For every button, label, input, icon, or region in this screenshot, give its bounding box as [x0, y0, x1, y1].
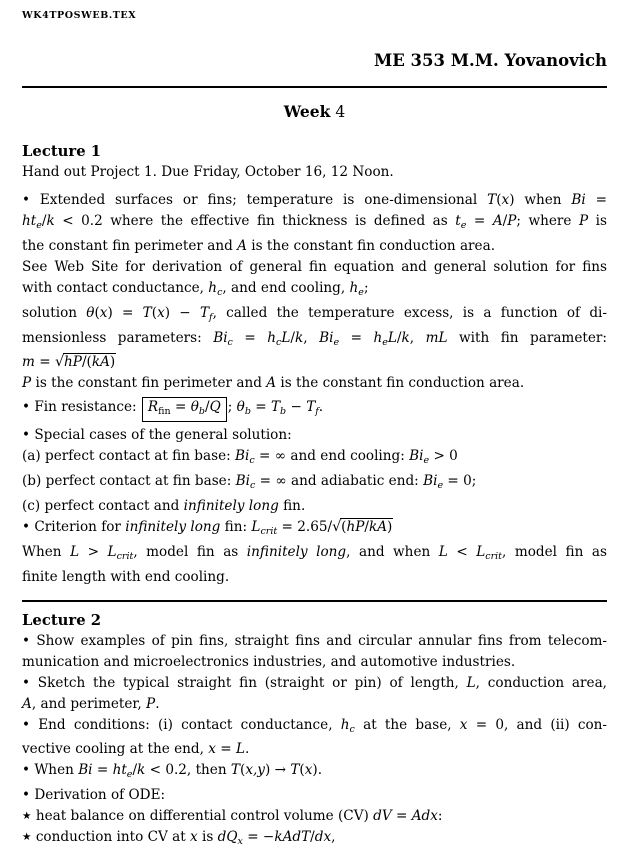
text-segment: , called the temperature excess, is a function of di-	[212, 304, 607, 321]
text-segment: P	[507, 213, 517, 229]
text-segment: Hand out Project 1. Due Friday, October 16, 12 Noon.	[22, 164, 394, 180]
radical-sign: √	[54, 354, 65, 371]
text-line	[22, 673, 607, 694]
text-segment: /	[204, 399, 210, 416]
text-segment: t	[455, 213, 461, 229]
text-line	[22, 631, 607, 652]
text-segment: T	[230, 762, 240, 779]
text-segment: =	[232, 329, 268, 346]
text-segment: = −	[242, 829, 275, 846]
text-segment: infinitely long	[183, 497, 279, 514]
text-line	[22, 652, 607, 673]
text-segment: < 0.2 where the effective fin thickness is defined as	[54, 213, 456, 229]
text-segment: Bi	[235, 448, 250, 465]
text-segment: =	[92, 762, 113, 779]
text-segment: is	[197, 829, 218, 846]
text-segment: k	[46, 213, 55, 229]
text-segment: conduction into CV at	[31, 829, 191, 846]
text-segment: (a) perfect contact at fin base:	[22, 448, 236, 465]
section-heading: Lecture 1	[22, 143, 102, 160]
boxed-formula	[142, 397, 227, 422]
text-segment: • Derivation of ODE:	[22, 787, 166, 804]
text-segment: L	[235, 741, 246, 758]
text-segment: =	[34, 354, 55, 371]
text-line	[22, 328, 607, 353]
text-segment: (	[299, 762, 305, 779]
text-segment: e	[36, 219, 42, 231]
text-segment: fin:	[220, 518, 252, 535]
text-segment: = 0, and (ii) con-	[467, 716, 607, 733]
text-segment: e	[358, 286, 364, 298]
text-segment: Bi	[319, 329, 334, 346]
text-segment: Bi	[78, 762, 93, 779]
text-segment: When	[22, 543, 71, 560]
sqrt-expression	[332, 519, 393, 535]
text-segment: h	[349, 279, 359, 296]
text-segment: A	[237, 237, 247, 254]
text-line	[22, 425, 607, 446]
text-segment: /	[502, 213, 508, 229]
text-segment: P	[146, 695, 156, 712]
text-segment: T	[142, 304, 152, 321]
text-segment: ,	[303, 329, 320, 346]
text-segment: b	[198, 406, 205, 418]
text-line	[22, 211, 607, 236]
text-segment: ) when	[509, 192, 572, 208]
week-title	[22, 102, 607, 121]
text-segment: See Web Site for derivation of general fin equation and general solution for fins	[22, 258, 607, 275]
text-segment: L	[107, 543, 117, 560]
text-segment: finite length with end cooling.	[22, 568, 230, 585]
text-segment: • Sketch the typical straight fin (straight or pin) of length,	[22, 674, 467, 691]
text-line	[22, 542, 607, 567]
text-segment: A	[22, 695, 32, 712]
text-segment: x	[304, 762, 313, 779]
text-segment: /	[41, 213, 47, 229]
text-segment: h	[208, 279, 218, 296]
text-segment: Bi	[423, 473, 438, 490]
text-segment: c	[227, 336, 233, 348]
week-title-word: Week	[283, 102, 331, 121]
text-segment: /	[132, 762, 138, 779]
header-rule	[22, 86, 607, 88]
text-segment: P	[22, 375, 32, 392]
text-segment: ★	[22, 810, 32, 823]
text-segment: Bi	[235, 473, 250, 490]
text-segment: .	[318, 399, 324, 416]
text-segment: L	[438, 543, 448, 560]
text-segment: = 0;	[443, 473, 477, 490]
text-segment: L	[251, 518, 261, 535]
text-segment: (	[341, 518, 347, 535]
text-segment: , and when	[346, 543, 439, 560]
text-segment: ) =	[107, 304, 143, 321]
text-segment: ).	[312, 762, 323, 779]
text-segment: • Fin resistance:	[22, 399, 141, 416]
text-segment: L	[281, 329, 291, 346]
text-segment: ;	[227, 399, 237, 416]
text-segment: , and end cooling,	[222, 279, 350, 296]
radicand	[340, 518, 393, 535]
text-line	[22, 785, 607, 806]
text-segment: vective cooling at the end,	[22, 741, 209, 758]
text-segment: :	[437, 808, 443, 825]
text-line	[22, 257, 607, 278]
text-segment: A	[492, 213, 503, 229]
text-segment: L	[70, 543, 80, 560]
text-segment: solution	[22, 304, 87, 321]
text-line	[22, 496, 607, 517]
text-segment: ; where	[516, 213, 579, 229]
text-segment: T	[199, 304, 210, 321]
text-segment: /	[364, 518, 369, 535]
text-segment: .	[245, 741, 250, 758]
text-segment: <	[447, 543, 477, 560]
text-line	[22, 827, 607, 852]
filename-header: WK4TPOSWEB.TEX	[22, 10, 137, 21]
text-segment: −	[286, 399, 307, 416]
text-segment: k	[401, 329, 410, 346]
text-segment: =	[585, 192, 607, 208]
text-segment: c	[249, 455, 255, 467]
text-segment: T	[487, 192, 497, 208]
text-segment: f	[315, 406, 319, 418]
text-segment: Adx	[411, 808, 438, 825]
text-segment: c	[249, 479, 256, 491]
sections-container	[22, 141, 607, 852]
text-segment: at the base,	[354, 716, 460, 733]
text-line	[22, 236, 607, 257]
text-line	[22, 162, 607, 183]
text-segment: /	[396, 329, 402, 346]
text-segment: hP	[64, 354, 82, 371]
text-segment: R	[147, 399, 159, 416]
text-segment: with contact conductance,	[22, 279, 209, 296]
text-segment: b	[244, 406, 251, 418]
text-segment: θ	[86, 304, 95, 321]
text-segment: e	[382, 336, 388, 348]
text-segment: P	[579, 213, 589, 229]
text-segment: , model fin as	[133, 543, 247, 560]
text-segment: fin.	[278, 497, 306, 514]
text-segment: e	[333, 336, 340, 348]
radicand	[63, 353, 116, 370]
text-segment: hP	[346, 518, 365, 535]
text-segment: with fin parameter:	[447, 329, 607, 346]
text-segment: L	[466, 674, 476, 691]
text-line	[22, 739, 607, 760]
text-segment: m	[22, 354, 35, 371]
text-segment: mL	[425, 329, 448, 346]
text-line	[22, 397, 607, 422]
section-heading: Lecture 2	[22, 611, 102, 629]
text-segment: crit	[485, 550, 503, 562]
text-segment: e	[126, 769, 133, 781]
text-segment: infinitely long	[125, 518, 221, 535]
text-line	[22, 352, 607, 373]
text-segment: x	[501, 192, 510, 208]
text-line	[22, 806, 607, 827]
text-segment: munication and microelectronics industries, and automotive industries.	[22, 653, 516, 670]
text-segment: f	[209, 311, 213, 323]
text-segment: =	[466, 213, 493, 229]
text-segment: ,	[409, 329, 426, 346]
radical-sign: √	[332, 518, 342, 535]
text-line	[22, 446, 607, 471]
text-segment: , and perimeter,	[31, 695, 147, 712]
text-segment: )	[387, 518, 393, 535]
text-segment: , model fin as	[502, 543, 607, 560]
text-segment: is the constant fin conduction area.	[246, 237, 496, 254]
course-header: ME 353 M.M. Yovanovich	[373, 51, 607, 70]
text-segment: x	[190, 829, 198, 846]
text-segment: h	[340, 716, 350, 733]
text-segment: dQ	[217, 829, 238, 846]
text-line	[22, 567, 607, 588]
text-segment: ) −	[164, 304, 200, 321]
sqrt-expression	[55, 354, 116, 370]
text-segment: ) →	[264, 762, 291, 779]
text-segment: ,	[331, 829, 336, 846]
text-segment: x	[237, 836, 243, 848]
text-segment: A	[266, 375, 277, 392]
text-line	[22, 715, 607, 740]
text-segment: /(	[81, 354, 92, 371]
text-segment: L	[476, 543, 486, 560]
text-line	[22, 373, 607, 394]
text-segment: fin	[158, 406, 171, 418]
text-segment: kA	[368, 518, 388, 535]
text-line	[22, 694, 607, 715]
text-segment: =	[339, 329, 374, 346]
text-segment: Q	[209, 399, 221, 416]
text-segment: e	[423, 455, 430, 467]
text-segment: T	[306, 399, 316, 416]
text-segment: x	[208, 741, 216, 758]
text-segment: (	[496, 192, 502, 208]
text-segment: ht	[112, 762, 127, 779]
text-segment: (b) perfect contact at fin base:	[22, 473, 236, 490]
text-segment: the constant fin perimeter and	[22, 237, 238, 254]
text-segment: dx	[314, 829, 332, 846]
text-segment: • Extended surfaces or fins; temperature is one-dimensional	[22, 192, 488, 208]
text-segment: , conduction area,	[475, 674, 607, 691]
text-segment: > 0	[429, 448, 458, 465]
text-segment: T	[270, 399, 281, 416]
section-divider-rule	[22, 600, 607, 602]
text-segment: • End conditions: (i) contact conductance,	[22, 716, 341, 733]
text-segment: x	[459, 716, 468, 733]
text-segment: • Criterion for	[22, 518, 126, 535]
text-segment: k	[295, 329, 304, 346]
text-segment: • Special cases of the general solution:	[22, 427, 292, 444]
text-segment: is	[588, 213, 607, 229]
text-segment: Bi	[571, 192, 586, 208]
text-segment: h	[267, 329, 277, 346]
text-segment: ht	[22, 213, 37, 229]
text-segment: b	[280, 406, 287, 418]
text-segment: crit	[260, 525, 278, 537]
text-segment: e	[437, 479, 444, 491]
text-segment: = ∞ and adiabatic end:	[255, 473, 424, 490]
text-segment: L	[387, 329, 397, 346]
text-line	[22, 278, 607, 303]
text-line	[22, 517, 607, 542]
text-segment: /	[290, 329, 296, 346]
text-segment: (	[240, 762, 246, 779]
text-segment: k	[137, 762, 146, 779]
text-segment: ★	[22, 831, 32, 844]
text-segment: is the constant fin conduction area.	[276, 375, 525, 392]
text-segment: .	[155, 695, 160, 712]
text-segment: c	[276, 336, 282, 348]
text-segment: )	[109, 354, 116, 371]
text-segment: Bi	[213, 329, 228, 346]
text-segment: c	[349, 723, 355, 735]
text-line	[22, 303, 607, 328]
text-segment: = ∞ and end cooling:	[254, 448, 410, 465]
text-segment: (	[151, 304, 158, 321]
text-segment: • When	[22, 762, 79, 779]
text-segment: /	[310, 829, 315, 846]
text-segment: ;	[363, 279, 369, 296]
text-segment: >	[79, 543, 108, 560]
text-segment: =	[215, 741, 236, 758]
text-segment: kA	[91, 354, 110, 371]
text-line	[22, 190, 607, 211]
text-segment: c	[217, 286, 223, 298]
text-segment: =	[170, 399, 191, 416]
text-segment: < 0.2, then	[145, 762, 231, 779]
text-line	[22, 760, 607, 785]
text-segment: heat balance on differential control volume (CV)	[31, 808, 374, 825]
text-segment: (c) perfect contact and	[22, 497, 184, 514]
text-segment: kAdT	[274, 829, 311, 846]
text-segment: = 2.65/	[277, 518, 333, 535]
text-segment: e	[460, 219, 467, 231]
text-segment: infinitely long	[246, 543, 347, 560]
week-title-number: 4	[335, 103, 346, 121]
text-segment: x,y	[245, 762, 265, 779]
text-segment: • Show examples of pin fins, straight fins and circular annular fins from telecom-	[22, 632, 607, 649]
text-segment: x	[99, 304, 108, 321]
text-segment: x	[157, 304, 165, 321]
text-segment: θ	[236, 399, 245, 416]
text-segment: mensionless parameters:	[22, 329, 214, 346]
text-segment: =	[250, 399, 271, 416]
text-segment: =	[391, 808, 412, 825]
text-segment: Bi	[409, 448, 424, 465]
text-segment: h	[373, 329, 383, 346]
text-segment: is the constant fin perimeter and	[31, 375, 267, 392]
text-segment: dV	[373, 808, 392, 825]
text-segment: crit	[116, 550, 134, 562]
text-segment: T	[290, 762, 300, 779]
text-segment: θ	[190, 399, 199, 416]
text-segment: (	[94, 304, 100, 321]
text-line	[22, 471, 607, 496]
